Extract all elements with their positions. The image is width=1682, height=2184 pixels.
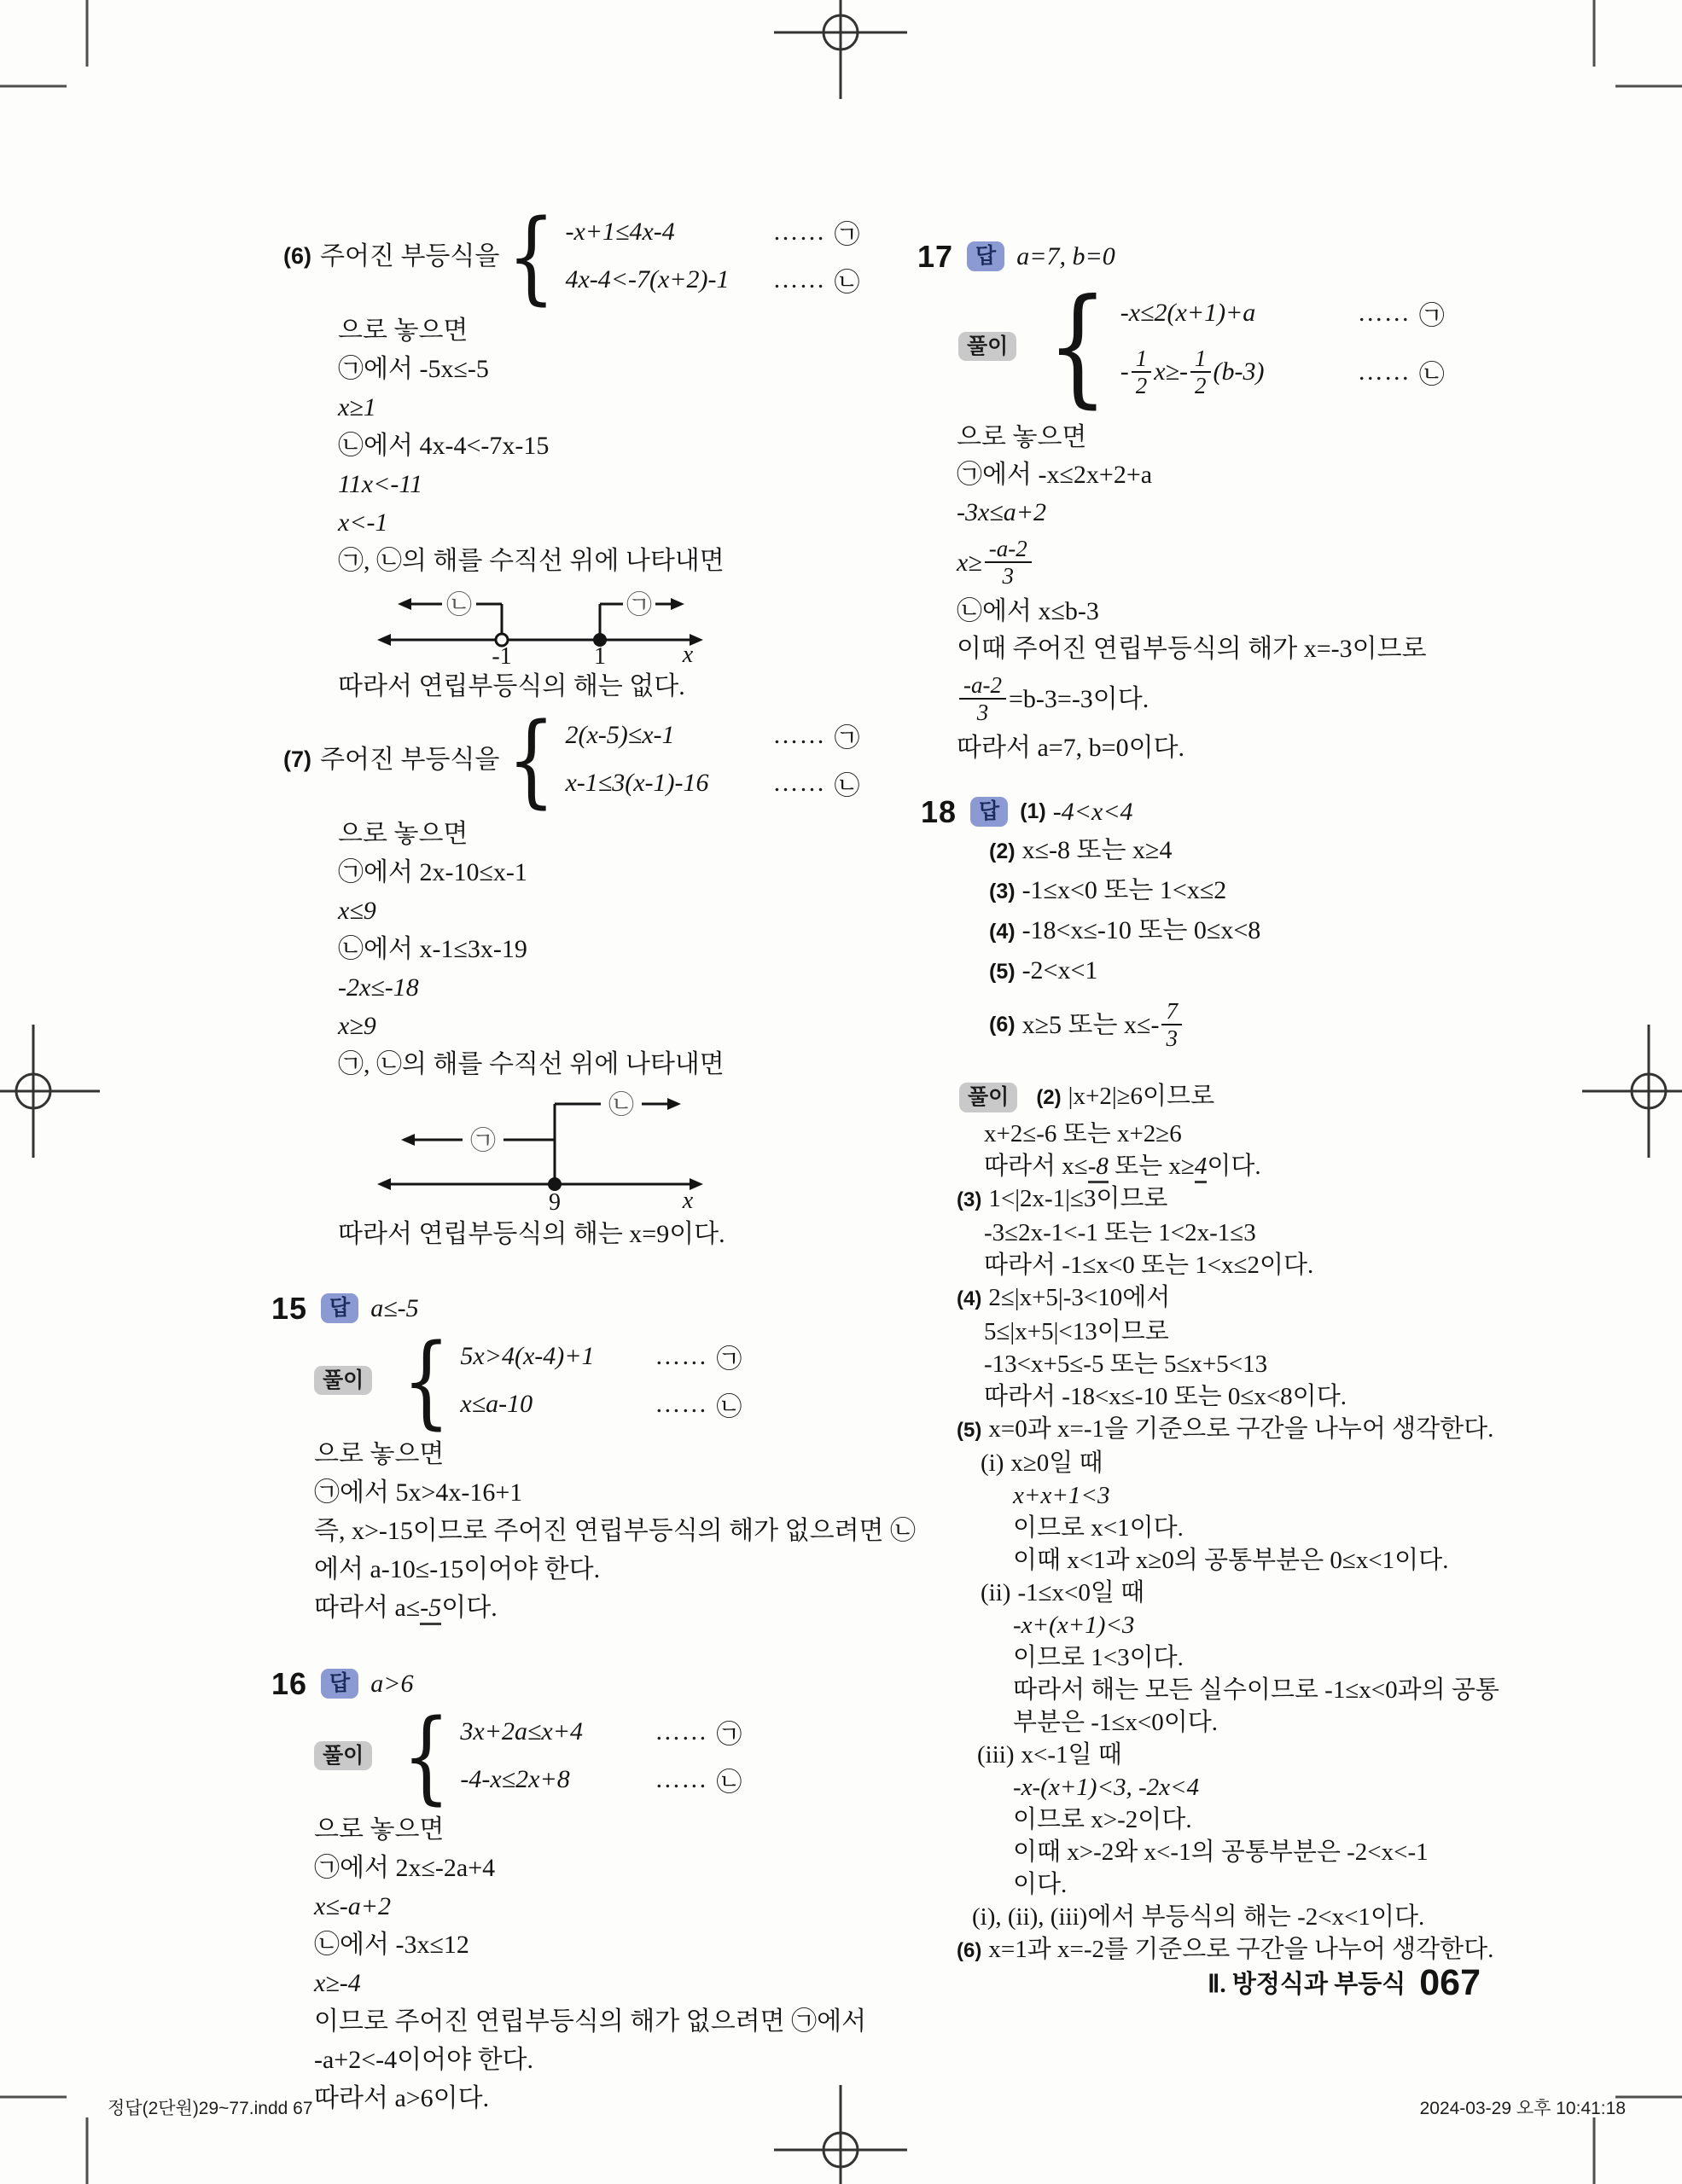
solution-line: x≥9 xyxy=(338,1012,376,1040)
equation-post: =b-3=-3이다. xyxy=(1008,684,1149,713)
system-rows xyxy=(1120,294,1445,398)
equation: 3x+2a≤x+4 xyxy=(460,1717,583,1745)
system-row xyxy=(565,764,859,802)
solution-line: 으로 놓으면 xyxy=(314,1815,445,1844)
dots-leader: …… xyxy=(655,1717,708,1745)
branch-arrow-left xyxy=(401,1134,415,1146)
problem-17-system xyxy=(958,272,1643,421)
solution-item-text: x=1과 x=-2를 기준으로 구간을 나누어 생각한다. xyxy=(988,1936,1494,1963)
case-line: 부분은 -1≤x<0이다. xyxy=(1013,1709,1218,1736)
solution-line: ㉡에서 x≤b-3 xyxy=(957,597,1099,625)
circled-nieun-mark: ㉡ xyxy=(716,1769,742,1797)
system-brace: { xyxy=(1047,272,1109,421)
solution-line: ㉠에서 2x-10≤x-1 xyxy=(338,858,527,886)
system-rows xyxy=(565,717,859,802)
solution-line: ㉠, ㉡의 해를 수직선 위에 나타내면 xyxy=(338,547,725,575)
solution-line: 따라서 -1≤x<0 또는 1<x≤2이다. xyxy=(984,1252,1314,1279)
dots-leader: …… xyxy=(772,218,826,246)
problem-15-system xyxy=(314,1321,886,1439)
axis-label: x xyxy=(682,1188,694,1213)
solution-badge: 풀이 xyxy=(959,1083,1017,1112)
numerator: 1 xyxy=(1132,346,1152,373)
solution-start-row xyxy=(959,1080,1643,1114)
final-answer-line xyxy=(314,1589,886,1627)
system-row xyxy=(460,1385,742,1423)
solution-line: ㉠에서 -5x≤-5 xyxy=(338,355,489,383)
solution-line: 으로 놓으면 xyxy=(338,317,469,345)
solution-badge: 풀이 xyxy=(958,332,1016,362)
solution-line: 에서 a-10≤-15이어야 한다. xyxy=(314,1555,601,1583)
equation-piece: x≥- xyxy=(1154,357,1189,386)
right-column xyxy=(917,237,1643,1967)
fraction xyxy=(1161,998,1182,1051)
answer-text: a>6 xyxy=(370,1670,414,1698)
equation-piece: - xyxy=(1120,357,1129,386)
piece: 이다. xyxy=(1207,1153,1261,1180)
case-label: (i) xyxy=(981,1449,1004,1477)
solution-item-text: 2≤|x+5|-3<10에서 xyxy=(988,1284,1171,1311)
equation: -x+1≤4x-4 xyxy=(565,218,675,246)
conclusion-line: 따라서 a>6이다. xyxy=(314,2084,490,2112)
system-rows xyxy=(460,1338,742,1423)
problem-7-label: (7) xyxy=(283,746,311,772)
dots-leader: …… xyxy=(772,769,826,797)
branch-arrow-right xyxy=(671,598,684,610)
answer-badge: 답 xyxy=(321,1293,358,1323)
solution-line: x<-1 xyxy=(338,508,388,537)
solution-item xyxy=(957,1413,1643,1447)
case-line: 이때 x>-2와 x<-1의 공통부분은 -2<x<-1 xyxy=(1013,1838,1429,1866)
system-row xyxy=(460,1761,742,1798)
solution-item xyxy=(957,1281,1643,1316)
solution-line: x≥1 xyxy=(338,393,376,421)
system-brace: { xyxy=(507,700,556,818)
piece: 또는 x≥ xyxy=(1108,1153,1195,1180)
answer-item-label: (5) xyxy=(989,960,1016,984)
case-line: 이므로 x>-2이다. xyxy=(1013,1806,1192,1833)
solution-line: -13<x+5≤-5 또는 5≤x+5<13 xyxy=(984,1350,1268,1378)
page-footer xyxy=(917,1962,1481,2004)
solution-line: 으로 놓으면 xyxy=(957,423,1087,451)
solution-line: ㉡에서 -3x≤12 xyxy=(314,1931,469,1959)
axis-arrow-left xyxy=(377,634,391,646)
fraction-line xyxy=(957,531,1643,593)
problem-16-header xyxy=(271,1664,886,1703)
solution-line: 으로 놓으면 xyxy=(314,1440,445,1468)
system-row xyxy=(1120,346,1445,398)
dots-leader: …… xyxy=(655,1390,708,1418)
answer-item-text: -1≤x<0 또는 1<x≤2 xyxy=(1021,876,1227,904)
equation: -4-x≤2x+8 xyxy=(460,1765,570,1793)
solution-line: x≥-4 xyxy=(314,1969,361,1997)
solution-item-label: (2) xyxy=(1036,1086,1062,1109)
solution-item-label: (6) xyxy=(957,1939,982,1962)
dots-leader: …… xyxy=(772,721,826,749)
numerator: 1 xyxy=(1190,346,1211,373)
answer-item-label: (3) xyxy=(989,880,1016,903)
solution-item-text: |x+2|≥6이므로 xyxy=(1068,1083,1215,1110)
solution-line: ㉡에서 4x-4<-7x-15 xyxy=(338,432,550,460)
system-row xyxy=(565,213,859,251)
equation: x-1≤3(x-1)-16 xyxy=(565,769,709,797)
solution-line-underlined xyxy=(984,1150,1643,1182)
case-head: x<-1일 때 xyxy=(1021,1741,1122,1769)
axis-arrow-left xyxy=(377,1178,391,1190)
problem-16-system xyxy=(314,1697,886,1815)
answer-badge: 답 xyxy=(321,1669,358,1699)
equation-piece: (b-3) xyxy=(1213,357,1265,386)
case-row xyxy=(981,1577,1643,1609)
denominator: 3 xyxy=(1166,1025,1178,1051)
solution-badge: 풀이 xyxy=(314,1366,372,1396)
conclusion-line: 따라서 연립부등식의 해는 없다. xyxy=(338,672,685,700)
axis-label: x xyxy=(682,642,694,665)
underlined-value: 4 xyxy=(1195,1153,1208,1183)
conclusion-line: 따라서 a=7, b=0이다. xyxy=(957,734,1185,762)
equation: 2(x-5)≤x-1 xyxy=(565,721,675,749)
final-pre: 따라서 a≤ xyxy=(314,1594,421,1622)
solution-line: ㉠에서 2x≤-2a+4 xyxy=(314,1854,496,1882)
denominator: 3 xyxy=(976,700,989,725)
solution-line: 즉, x>-15이므로 주어진 연립부등식의 해가 없으려면 ㉡ xyxy=(314,1517,917,1545)
system-brace: { xyxy=(402,1321,451,1439)
circled-giyeok-mark: ㉠ xyxy=(834,221,860,249)
fraction xyxy=(985,536,1032,589)
solution-badge: 풀이 xyxy=(314,1741,372,1771)
system-row xyxy=(460,1338,742,1375)
problem-17-header xyxy=(917,237,1643,276)
problem-6-intro: 주어진 부등식을 xyxy=(320,241,500,270)
solution-line: ㉠에서 -x≤2x+2+a xyxy=(957,461,1153,489)
solution-line: x+2≤-6 또는 x+2≥6 xyxy=(984,1120,1182,1147)
fraction xyxy=(1132,346,1152,398)
solution-line: x≤9 xyxy=(338,897,376,925)
number-line-diagram-1 xyxy=(374,584,707,665)
case-label: (iii) xyxy=(977,1741,1015,1769)
case-line: -x+(x+1)<3 xyxy=(1013,1612,1135,1639)
answer-item xyxy=(989,831,1643,871)
solution-item-text: x=0과 x=-1을 기준으로 구간을 나누어 생각한다. xyxy=(988,1415,1494,1443)
equation: 5x>4(x-4)+1 xyxy=(460,1342,595,1370)
solution-item-label: (5) xyxy=(957,1419,982,1442)
answer-item-label: (1) xyxy=(1020,799,1046,823)
problem-7-intro: 주어진 부등식을 xyxy=(320,745,500,774)
solution-line: 으로 놓으면 xyxy=(338,820,469,848)
tick-label: 9 xyxy=(549,1189,561,1213)
system-brace: { xyxy=(507,197,556,315)
problem-7-system xyxy=(283,700,886,818)
problem-number: 18 xyxy=(921,793,957,829)
tick-label: 1 xyxy=(594,643,606,665)
fraction xyxy=(1190,346,1211,398)
solution-item-label: (3) xyxy=(957,1188,982,1211)
equation: -x≤2(x+1)+a xyxy=(1120,298,1256,327)
numerator: 7 xyxy=(1161,998,1182,1025)
case-line: 이다. xyxy=(1013,1871,1068,1898)
answer-text: a=7, b=0 xyxy=(1016,242,1115,270)
numerator: -a-2 xyxy=(959,672,1006,700)
problem-number: 17 xyxy=(917,238,954,274)
solution-item xyxy=(957,1182,1643,1217)
problem-15-header xyxy=(271,1289,886,1327)
circled-giyeok-mark: ㉠ xyxy=(834,724,860,752)
piece: 따라서 x≤ xyxy=(984,1153,1088,1180)
denominator: 2 xyxy=(1195,373,1207,398)
circled-giyeok-mark: ㉠ xyxy=(626,591,652,619)
problem-number: 15 xyxy=(271,1290,308,1326)
case-label: (ii) xyxy=(981,1579,1011,1606)
case-row xyxy=(981,1447,1643,1479)
solution-line: 11x<-11 xyxy=(338,470,423,498)
circled-giyeok-mark: ㉠ xyxy=(1418,301,1445,330)
answer-item-text: -18<x≤-10 또는 0≤x<8 xyxy=(1021,916,1261,944)
answer-item-text: x≤-8 또는 x≥4 xyxy=(1021,836,1173,864)
print-timestamp: 2024-03-29 오후 10:41:18 xyxy=(1419,2099,1626,2118)
dots-leader: …… xyxy=(655,1342,708,1370)
fraction xyxy=(959,672,1006,725)
answer-item-text: -2<x<1 xyxy=(1021,956,1098,985)
circled-nieun-mark: ㉡ xyxy=(834,269,860,297)
answer-item-text: -4<x<4 xyxy=(1052,798,1133,826)
case-row xyxy=(977,1739,1643,1771)
case-line: 이때 x<1과 x≥0의 공통부분은 0≤x<1이다. xyxy=(1013,1547,1449,1574)
solution-line: -a+2<-4이어야 한다. xyxy=(314,2046,534,2074)
underlined-value: -8 xyxy=(1088,1153,1109,1183)
branch-arrow-right xyxy=(667,1098,681,1110)
answer-badge: 답 xyxy=(967,241,1004,271)
underlined-value: -5 xyxy=(420,1594,441,1625)
system-rows xyxy=(565,213,859,299)
solution-line: -3≤2x-1<-1 또는 1<2x-1≤3 xyxy=(984,1219,1256,1246)
system-row xyxy=(460,1713,742,1751)
solution-line: -3x≤a+2 xyxy=(957,498,1047,526)
system-row xyxy=(1120,294,1445,332)
number-line-diagram-2 xyxy=(374,1087,707,1213)
circled-nieun-mark: ㉡ xyxy=(1418,361,1445,389)
answer-item-label: (2) xyxy=(989,839,1016,863)
system-row xyxy=(565,261,859,299)
circled-nieun-mark: ㉡ xyxy=(834,772,860,800)
branch-arrow-left xyxy=(398,598,411,610)
answer-badge: 답 xyxy=(970,797,1008,827)
solution-item-label: (4) xyxy=(957,1287,982,1310)
case-line: 이므로 1<3이다. xyxy=(1013,1644,1184,1671)
answer-item-label: (6) xyxy=(989,1012,1016,1037)
tick-label: -1 xyxy=(492,643,512,665)
dots-leader: …… xyxy=(655,1765,708,1793)
fraction-line xyxy=(957,668,1643,729)
solution-line: x≤-a+2 xyxy=(314,1892,392,1920)
inequality-pre: x≥ xyxy=(957,548,982,577)
equation: 4x-4<-7(x+2)-1 xyxy=(565,265,730,293)
solution-line: 5≤|x+5|<13이므로 xyxy=(984,1318,1169,1345)
cases-conclusion: (i), (ii), (iii)에서 부등식의 해는 -2<x<1이다. xyxy=(972,1903,1425,1931)
case-line: -x-(x+1)<3, -2x<4 xyxy=(1013,1774,1200,1801)
solution-line: ㉡에서 x-1≤3x-19 xyxy=(338,935,527,963)
conclusion-line: 따라서 연립부등식의 해는 x=9이다. xyxy=(338,1220,725,1248)
answer-item-label: (4) xyxy=(989,920,1016,944)
print-filename: 정답(2단원)29~77.indd 67 xyxy=(108,2099,313,2118)
denominator: 2 xyxy=(1135,373,1148,398)
answer-item-6 xyxy=(989,991,1643,1058)
system-rows xyxy=(460,1713,742,1798)
answer-item-pre: x≥5 또는 x≤- xyxy=(1021,1010,1160,1039)
chapter-title: Ⅱ. 방정식과 부등식 xyxy=(1208,1971,1406,1998)
circled-nieun-mark: ㉡ xyxy=(446,591,472,619)
equation: x≤a-10 xyxy=(460,1390,533,1418)
solution-line: ㉠, ㉡의 해를 수직선 위에 나타내면 xyxy=(338,1050,725,1078)
solution-line: 이때 주어진 연립부등식의 해가 x=-3이므로 xyxy=(957,635,1427,663)
case-head: -1≤x<0일 때 xyxy=(1017,1579,1145,1606)
problem-18-header xyxy=(921,793,1643,831)
dots-leader: …… xyxy=(1357,298,1411,327)
system-brace: { xyxy=(402,1697,451,1815)
circled-giyeok-mark: ㉠ xyxy=(716,1345,742,1374)
system-row xyxy=(565,717,859,754)
final-post: 이다. xyxy=(441,1594,498,1622)
circled-nieun-mark: ㉡ xyxy=(716,1393,742,1421)
answer-item xyxy=(989,911,1643,951)
left-column xyxy=(263,197,917,2117)
page-number: 067 xyxy=(1419,1962,1481,2003)
problem-6-label: (6) xyxy=(283,242,311,269)
solution-line: ㉠에서 5x>4x-16+1 xyxy=(314,1478,523,1507)
answer-item xyxy=(989,871,1643,911)
problem-6-system xyxy=(283,197,886,315)
circled-giyeok-mark: ㉠ xyxy=(716,1721,742,1749)
case-line: x+x+1<3 xyxy=(1013,1482,1110,1509)
circled-giyeok-mark: ㉠ xyxy=(470,1127,496,1155)
case-head: x≥0일 때 xyxy=(1010,1449,1103,1477)
case-line: 따라서 해는 모든 실수이므로 -1≤x<0과의 공통 xyxy=(1013,1676,1499,1704)
answer-text: a≤-5 xyxy=(370,1294,419,1322)
answer-item xyxy=(989,951,1643,991)
case-line: 이므로 x<1이다. xyxy=(1013,1514,1184,1542)
problem-number: 16 xyxy=(271,1665,308,1701)
circled-nieun-mark: ㉡ xyxy=(608,1091,634,1119)
numerator: -a-2 xyxy=(985,536,1032,563)
solution-line: -2x≤-18 xyxy=(338,973,419,1002)
dots-leader: …… xyxy=(772,265,826,293)
solution-line: 이므로 주어진 연립부등식의 해가 없으려면 ㉠에서 xyxy=(314,2007,867,2036)
solution-item-text: 1<|2x-1|≤3이므로 xyxy=(988,1185,1168,1212)
dots-leader: …… xyxy=(1357,357,1411,386)
denominator: 3 xyxy=(1002,563,1015,589)
solution-line: 따라서 -18<x≤-10 또는 0≤x<8이다. xyxy=(984,1383,1347,1410)
